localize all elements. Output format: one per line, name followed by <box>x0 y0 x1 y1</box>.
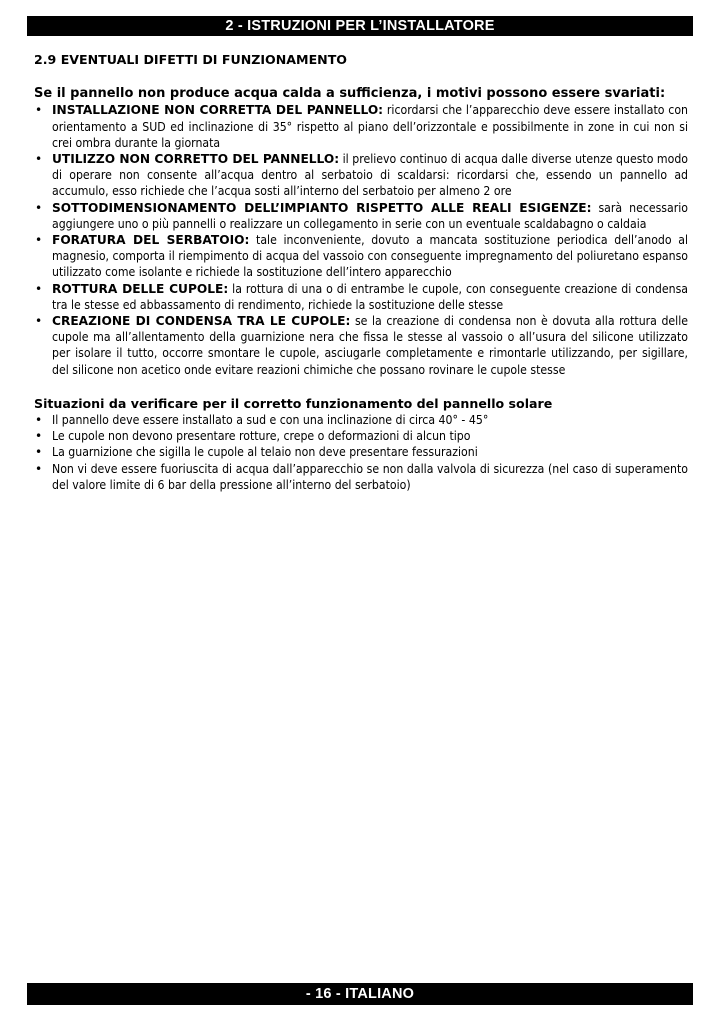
bullet-icon: • <box>35 314 43 329</box>
cause-text: la rottura di una o di entrambe le cupole, con conseguente creazione di condensa tra le stesse ed abbassamento di rendimento, richiede la sostituzione delle stesse <box>52 281 689 312</box>
check-item <box>34 461 688 493</box>
cause-lead: CREAZIONE DI CONDENSA TRA LE CUPOLE: <box>52 314 351 329</box>
chapter-title: 2 - ISTRUZIONI PER L’INSTALLATORE <box>225 18 495 34</box>
check-text: Le cupole non devono presentare rotture, crepe o deformazioni di alcun tipo <box>52 429 471 444</box>
cause-lead: ROTTURA DELLE CUPOLE: <box>52 281 229 296</box>
intro-text: Se il pannello non produce acqua calda a sufficienza, i motivi possono essere svariati: <box>34 86 666 102</box>
bullet-icon: • <box>35 281 43 296</box>
cause-item <box>34 313 688 378</box>
bullet-icon: • <box>35 461 43 476</box>
page-footer-bar <box>27 983 693 1005</box>
cause-lead: INSTALLAZIONE NON CORRETTA DEL PANNELLO: <box>52 103 384 118</box>
cause-lead: FORATURA DEL SERBATOIO: <box>52 233 250 248</box>
cause-text: il prelievo continuo di acqua dalle diverse utenze questo modo di operare non consente all’acqua dentro al serbatoio di scaldarsi: ricordarsi che, essendo un pannello ad accumulo, esso richiede che l’acqua sosti all’interno del serbatoio per almeno 2 ore <box>52 152 688 199</box>
page-content <box>34 52 688 493</box>
cause-text: tale inconveniente, dovuto a mancata sostituzione periodica dell’anodo al magnesio, comporta il riempimento di acqua del vassoio con conseguente impregnamento del poliuretano espanso utilizzato come isolante e richiede la sostituzione dell’intero apparecchio <box>52 233 688 280</box>
cause-item <box>34 200 688 232</box>
check-text: La guarnizione che sigilla le cupole al telaio non deve presentare fessurazioni <box>52 445 478 460</box>
bullet-icon: • <box>35 445 43 460</box>
cause-text: ricordarsi che l’apparecchio deve essere installato con orientamento a SUD ed inclinazione di 35° rispetto al piano dell’orizzontale e possibilmente in zone in cui non si crei ombra durante la giornata <box>52 103 688 150</box>
checks-list <box>34 412 688 493</box>
cause-item <box>34 232 688 281</box>
check-item <box>34 412 688 428</box>
cause-item <box>34 281 688 313</box>
check-text: Il pannello deve essere installato a sud e con una inclinazione di circa 40° - 45° <box>52 413 489 428</box>
causes-list <box>34 102 688 377</box>
bullet-icon: • <box>35 152 43 167</box>
checks-title: Situazioni da verificare per il corretto funzionamento del pannello solare <box>34 395 553 411</box>
bullet-icon: • <box>35 413 43 428</box>
bullet-icon: • <box>35 200 43 215</box>
cause-item <box>34 151 688 200</box>
cause-lead: SOTTODIMENSIONAMENTO DELL’IMPIANTO RISPETTO ALLE REALI ESIGENZE: <box>52 200 592 215</box>
check-text: Non vi deve essere fuoriuscita di acqua dall’apparecchio se non dalla valvola di sicurezza (nel caso di superamento del valore limite di 6 bar della pressione all’interno del serbatoio) <box>52 461 688 492</box>
check-item <box>34 428 688 444</box>
cause-item <box>34 102 688 151</box>
page-footer-text: - 16 - ITALIANO <box>305 986 415 1002</box>
section-title: 2.9 EVENTUALI DIFETTI DI FUNZIONAMENTO <box>34 52 348 67</box>
check-item <box>34 444 688 460</box>
cause-text: sarà necessario aggiungere uno o più pannelli o realizzare un collegamento in serie con un eventuale scaldabagno o caldaia <box>52 200 688 231</box>
cause-lead: UTILIZZO NON CORRETTO DEL PANNELLO: <box>52 152 340 167</box>
bullet-icon: • <box>35 103 43 118</box>
cause-text: se la creazione di condensa non è dovuta alla rottura delle cupole ma all’allentamento della guarnizione nera che fissa le stesse al vassoio o all’usura del silicone utilizzato per isolare il tutto, occorre smontare le cupole, asciugarle completamente e rimontarle utilizzando, per sigillare, del silicone non acetico onde evitare reazioni chimiche che possano rovinare le cupole stesse <box>52 314 688 377</box>
bullet-icon: • <box>35 429 43 444</box>
bullet-icon: • <box>35 233 43 248</box>
chapter-header-bar <box>27 16 693 36</box>
